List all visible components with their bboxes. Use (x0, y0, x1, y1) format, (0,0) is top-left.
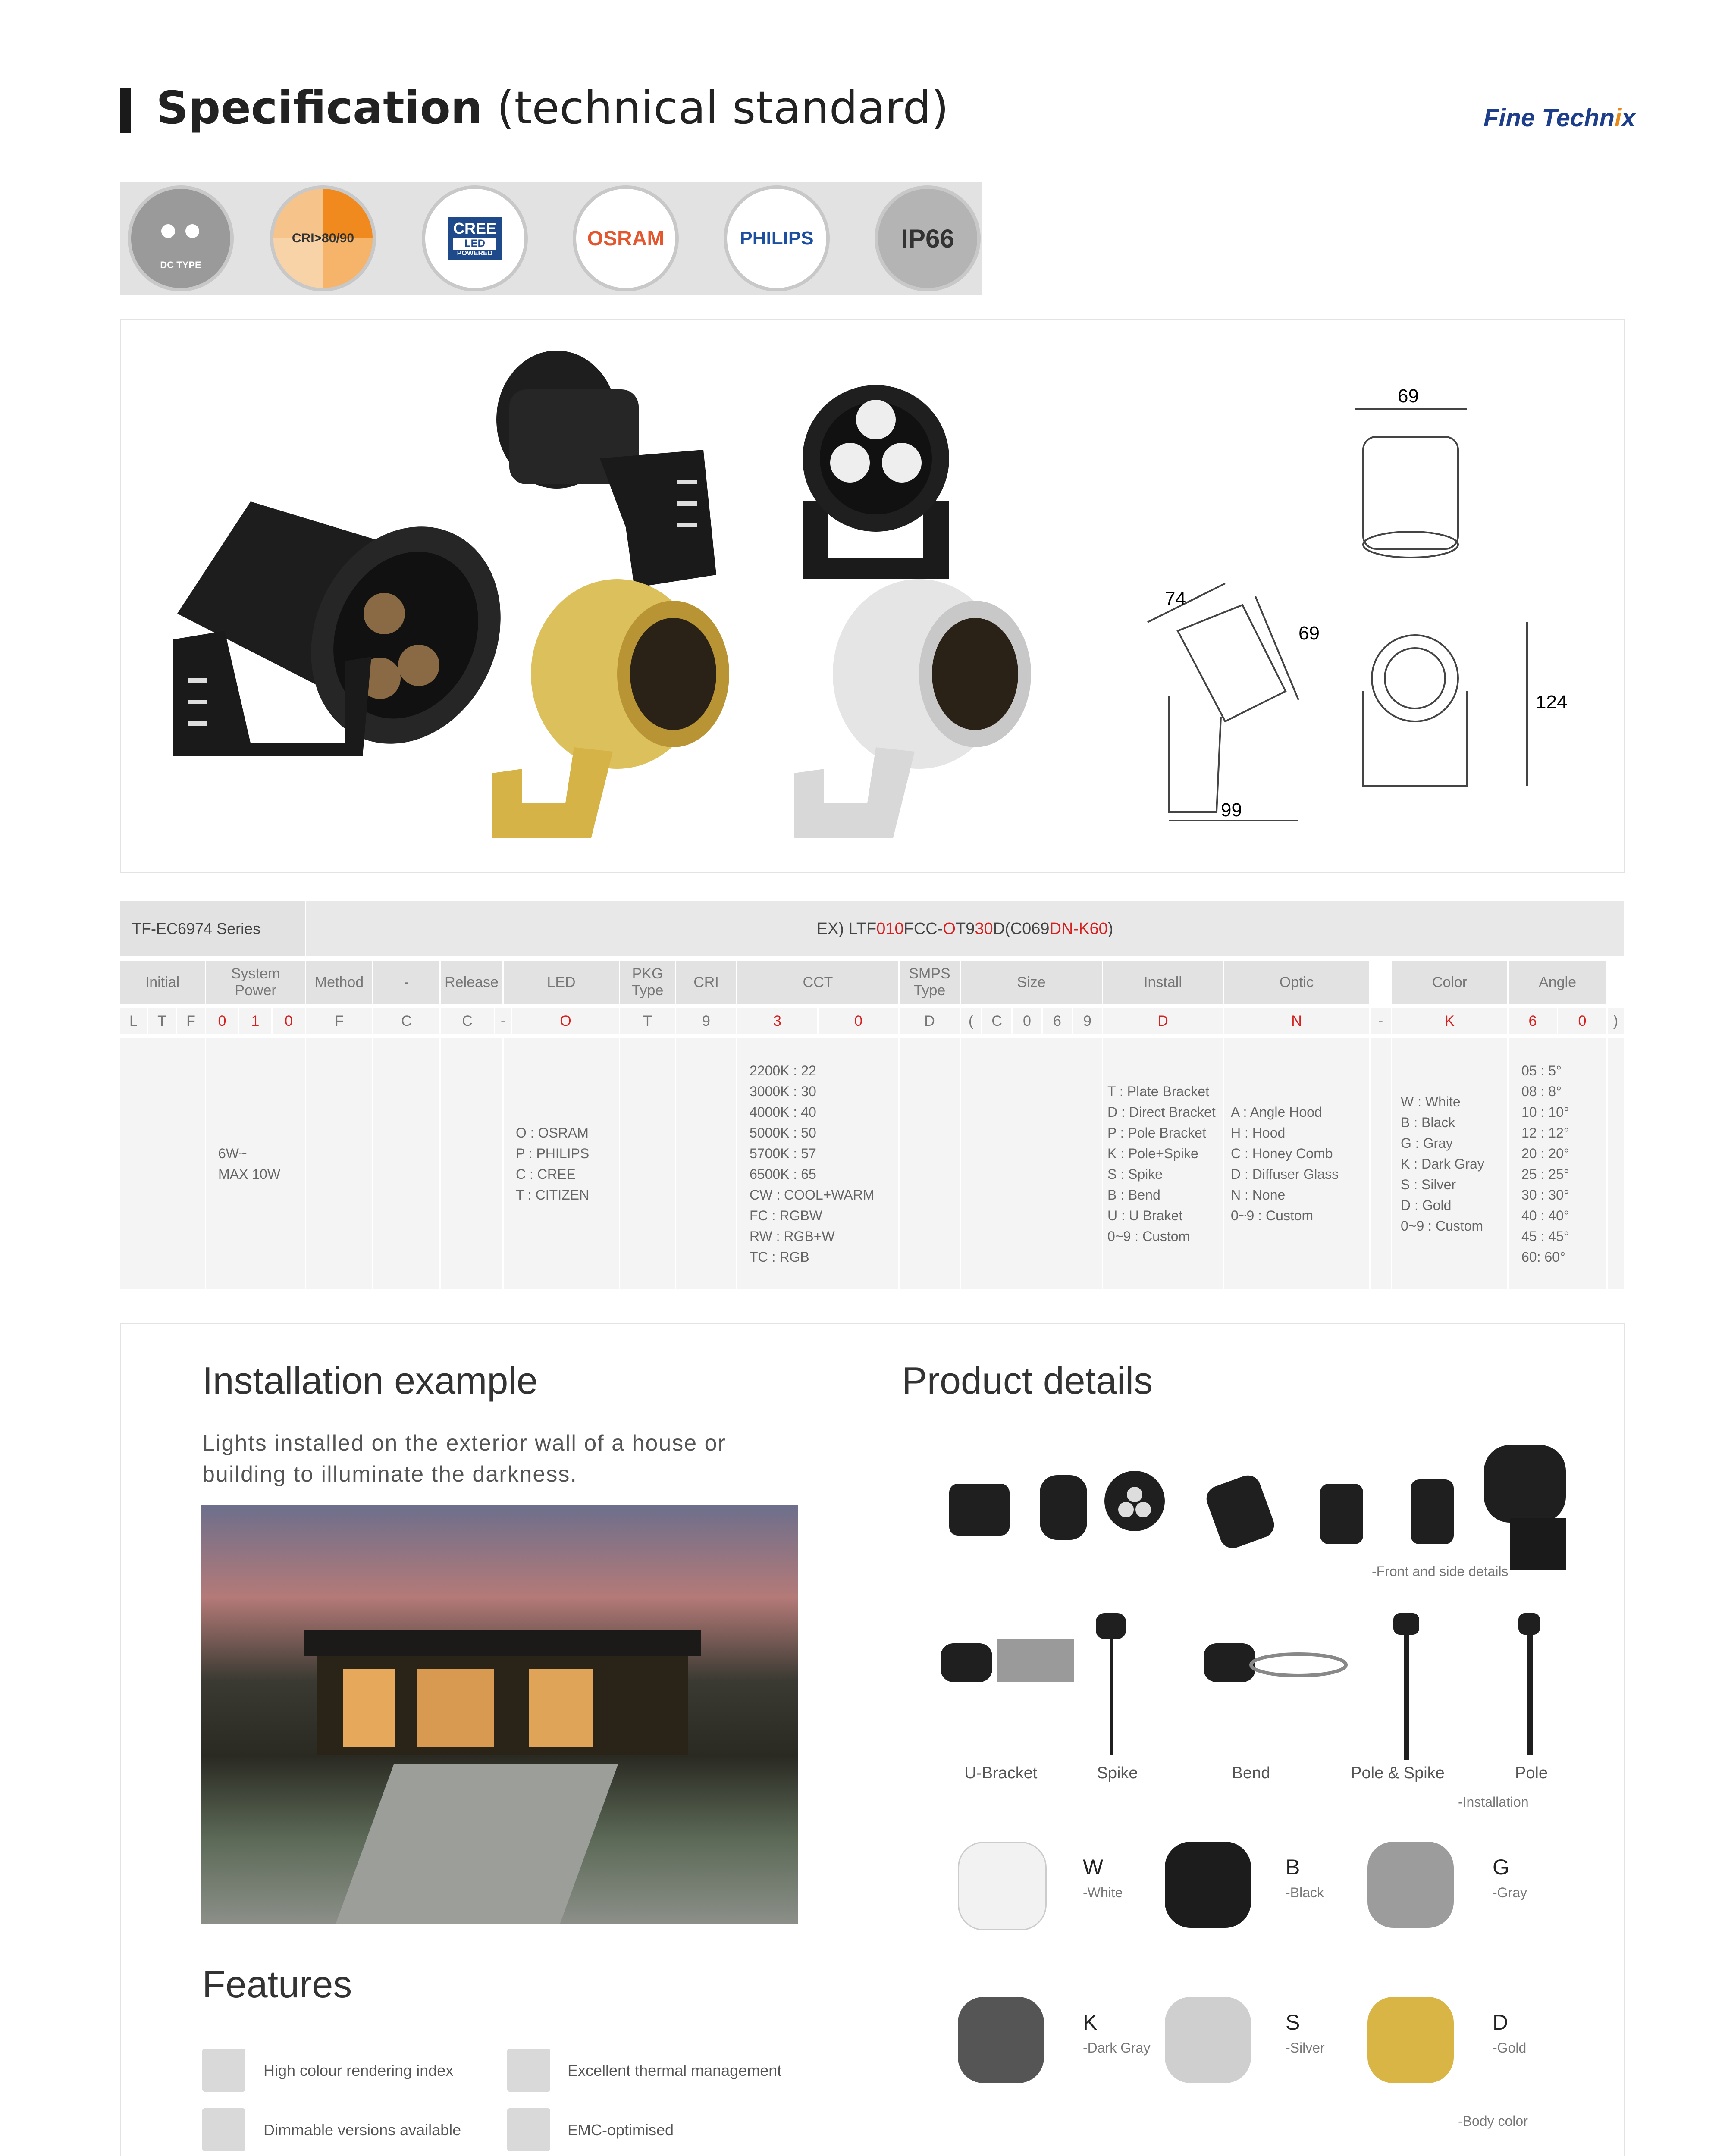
detail-thumbnails (941, 1419, 1587, 1583)
silver-spotlight (794, 579, 1031, 838)
thermal-feature-icon (507, 2049, 550, 2092)
code-char: ) (1608, 1008, 1625, 1034)
code-char: K (1392, 1008, 1509, 1034)
color-code-darkgray: K (1083, 2010, 1098, 2034)
hdr-pkg: PKG Type (620, 961, 676, 1004)
color-name-black: -Black (1286, 1885, 1324, 1900)
hdr-angle: Angle (1509, 961, 1608, 1004)
code-char: 0 (1558, 1008, 1608, 1034)
spec-table (120, 901, 1625, 1289)
details-title: Product details (902, 1359, 1153, 1402)
color-code-gray: G (1493, 1855, 1509, 1879)
brand-logo: Fine Technix (1484, 104, 1636, 132)
opt-pkg (620, 1038, 676, 1289)
opt-cct: 2200K : 22 3000K : 30 4000K : 40 5000K : 50 5700K : 57 6500K : 65 CW : COOL+WARM FC : RGBW RW : RGB+W TC : RGB (737, 1038, 900, 1289)
hdr-initial: Initial (120, 961, 206, 1004)
page-title: Specification (technical standard) (156, 81, 949, 134)
code-char: - (495, 1008, 512, 1034)
gold-spotlight (492, 579, 729, 838)
feature-thermal: Excellent thermal management (568, 2062, 782, 2079)
series-name: TF-EC6974 Series (120, 901, 306, 956)
opt-color: W : White B : Black G : Gray K : Dark Gray S : Silver D : Gold 0~9 : Custom (1392, 1038, 1509, 1289)
hdr-color: Color (1392, 961, 1509, 1004)
mounting-options (932, 1604, 1622, 1768)
opt-size (961, 1038, 1103, 1289)
black-spotlight-side (496, 351, 716, 588)
code-char: C (982, 1008, 1013, 1034)
code-char: 0 (819, 1008, 900, 1034)
opt-optic: A : Angle Hood H : Hood C : Honey Comb D : Diffuser Glass N : None 0~9 : Custom (1224, 1038, 1371, 1289)
code-char: D (1103, 1008, 1224, 1034)
cri-feature-icon (202, 2049, 245, 2092)
color-code-silver: S (1286, 2010, 1300, 2034)
code-char: L (120, 1008, 148, 1034)
code-char: 9 (676, 1008, 737, 1034)
color-name-gray: -Gray (1493, 1885, 1527, 1900)
product-renderings (121, 320, 1626, 874)
color-name-silver: -Silver (1286, 2040, 1325, 2056)
opt-method (306, 1038, 373, 1289)
example-code: EX) LTF 010 FCC- O T9 30 D(C069 DN-K60 ) (306, 901, 1625, 956)
color-swatch-silver (1156, 1997, 1268, 2118)
code-char: N (1224, 1008, 1371, 1034)
opt-release (441, 1038, 504, 1289)
mount-bend: Bend (1232, 1764, 1270, 1782)
details-panel (120, 1323, 1625, 2156)
feature-cri: High colour rendering index (263, 2062, 454, 2079)
color-swatch-black (1156, 1842, 1268, 1962)
code-char: 0 (273, 1008, 306, 1034)
cri-badge: CRI>80/90 (270, 185, 376, 291)
opt-power: 6W~ MAX 10W (206, 1038, 306, 1289)
hdr-smps: SMPS Type (900, 961, 961, 1004)
dim-length: 99 (1221, 799, 1242, 821)
feature-dimmable: Dimmable versions available (263, 2121, 461, 2139)
spec-options-row (120, 1038, 1625, 1289)
opt-end (1608, 1038, 1625, 1289)
body-color-caption: -Body color (1458, 2113, 1528, 2129)
code-char: T (148, 1008, 177, 1034)
philips-badge: PHILIPS (724, 185, 830, 291)
color-name-white: -White (1083, 1885, 1123, 1900)
title-accent-bar (120, 88, 131, 133)
opt-angle: 05 : 5° 08 : 8° 10 : 10° 12 : 12° 20 : 20° 25 : 25° 30 : 30° 40 : 40° 45 : 45° 60: 60° (1509, 1038, 1608, 1289)
opt-initial (120, 1038, 206, 1289)
opt-dash (373, 1038, 441, 1289)
code-char: T (620, 1008, 676, 1034)
mount-spike: Spike (1097, 1764, 1138, 1782)
emc-feature-icon (507, 2108, 550, 2151)
hdr-cct: CCT (737, 961, 900, 1004)
hdr-release: Release (441, 961, 504, 1004)
installation-title: Installation example (202, 1359, 538, 1402)
dim-width-top: 69 (1398, 385, 1419, 407)
code-char: - (1371, 1008, 1392, 1034)
installation-photo (201, 1505, 798, 1924)
code-char: F (177, 1008, 206, 1034)
color-code-white: W (1083, 1855, 1104, 1879)
dc-type-badge: DC TYPE (128, 185, 234, 291)
spec-title-row (120, 901, 1625, 956)
color-name-darkgray: -Dark Gray (1083, 2040, 1151, 2056)
opt-led: O : OSRAM P : PHILIPS C : CREE T : CITIZEN (504, 1038, 620, 1289)
code-char: 1 (239, 1008, 273, 1034)
code-char: 0 (1013, 1008, 1043, 1034)
hdr-optic: Optic (1224, 961, 1371, 1004)
features-title: Features (202, 1963, 352, 2006)
hdr-power: System Power (206, 961, 306, 1004)
hdr-led: LED (504, 961, 620, 1004)
color-swatch-white (949, 1842, 1061, 1962)
opt-gap (1371, 1038, 1392, 1289)
black-spotlight-large (173, 495, 535, 775)
product-image-panel (120, 319, 1625, 873)
mount-pole: Pole (1515, 1764, 1548, 1782)
code-char: 0 (206, 1008, 239, 1034)
technical-drawing (1148, 409, 1527, 821)
color-name-gold: -Gold (1493, 2040, 1527, 2056)
spec-header-row (120, 961, 1625, 1004)
color-swatch-darkgray (949, 1997, 1061, 2118)
certification-badges (120, 182, 982, 295)
hdr-install: Install (1103, 961, 1224, 1004)
black-spotlight-front (803, 385, 949, 579)
hdr-dash: - (373, 961, 441, 1004)
code-char: 9 (1073, 1008, 1103, 1034)
opt-smps (900, 1038, 961, 1289)
code-char: F (306, 1008, 373, 1034)
osram-badge: OSRAM (573, 185, 679, 291)
installation-caption: -Installation (1458, 1794, 1529, 1810)
color-code-gold: D (1493, 2010, 1509, 2034)
dimmable-feature-icon (202, 2108, 245, 2151)
spec-code-row (120, 1008, 1625, 1034)
hdr-size: Size (961, 961, 1103, 1004)
dim-depth: 74 (1165, 588, 1186, 609)
color-swatch-gray (1359, 1842, 1471, 1962)
code-char: C (373, 1008, 441, 1034)
code-char: C (441, 1008, 495, 1034)
code-char: ( (961, 1008, 982, 1034)
dim-diameter: 69 (1298, 623, 1320, 644)
mount-ubracket: U-Bracket (964, 1764, 1038, 1782)
opt-install: T : Plate Bracket D : Direct Bracket P : Pole Bracket K : Pole+Spike S : Spike B : Bend U : U Braket 0~9 : Custom (1103, 1038, 1224, 1289)
code-char: 3 (737, 1008, 819, 1034)
cree-led-badge: CREE LED POWERED (422, 185, 528, 291)
opt-cri (676, 1038, 737, 1289)
hdr-method: Method (306, 961, 373, 1004)
color-code-black: B (1286, 1855, 1300, 1879)
mount-pole-spike: Pole & Spike (1351, 1764, 1445, 1782)
ip66-badge: IP66 (875, 185, 981, 291)
code-char: 6 (1509, 1008, 1558, 1034)
feature-emc: EMC-optimised (568, 2121, 674, 2139)
dim-height: 124 (1536, 692, 1568, 713)
installation-text: Lights installed on the exterior wall of a house or building to illuminate the darkness. (202, 1431, 726, 1487)
code-char: O (512, 1008, 620, 1034)
hdr-cri: CRI (676, 961, 737, 1004)
color-swatch-gold (1359, 1997, 1471, 2118)
front-side-caption: -Front and side details (1372, 1564, 1509, 1579)
code-char: 6 (1043, 1008, 1073, 1034)
code-char: D (900, 1008, 961, 1034)
